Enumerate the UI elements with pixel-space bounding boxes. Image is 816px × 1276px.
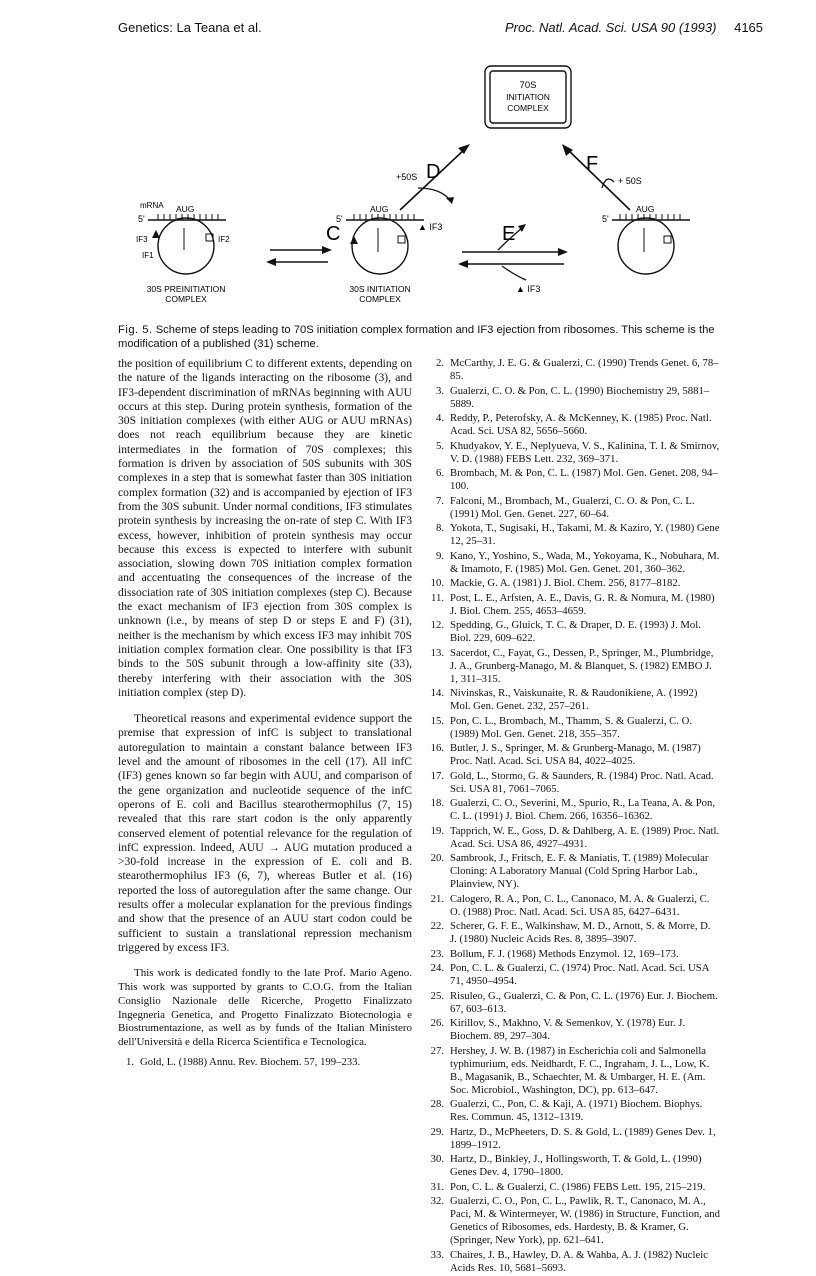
plus-50s-d: +50S: [396, 172, 418, 182]
reference-item: 6. Brombach, M. & Pon, C. L. (1987) Mol. Gen. Genet. 208, 94–100.: [435, 467, 718, 492]
mid-complex-caption-2: COMPLEX: [359, 294, 401, 304]
if3-released-bottom: ▲ IF3: [516, 284, 541, 294]
acknowledgments: This work is dedicated fondly to the late Prof. Mario Ageno. This work was supported by grants to C.O.G. from the Italian Consiglio Nazionale delle Ricerche, Progetto Finalizzato Ingegneria Genetica, and Progetto Finalizzato Biotecnologia e Biostrumentazione, as well as by funds of the Italian Ministero dell'Università e della Ricerca Scientifica e Tecnologica.: [118, 967, 412, 1049]
reference-item: 14. Nivinskas, R., Vaiskunaite, R. & Raudonikiene, A. (1992) Mol. Gen. Genet. 232, 257–261.: [430, 687, 698, 712]
svg-text:mRNA: mRNA: [140, 201, 164, 210]
box-label-70s: 70S: [519, 80, 537, 91]
svg-text:IF3: IF3: [136, 235, 148, 244]
30s-initiation-complex: [336, 204, 424, 304]
reference-item: 5. Khudyakov, Y. E., Neplyueva, V. S., Kalinina, T. I. & Smirnov, V. D. (1988) FEBS Lett. 232, 369–371.: [435, 439, 720, 465]
reference-item: 21. Calogero, R. A., Pon, C. L., Canonaco, M. A. & Gualerzi, C. O. (1988) Proc. Natl. Acad. Sci. USA 85, 6427–6431.: [430, 892, 710, 918]
references-list: [428, 357, 720, 1276]
box-label-initiation: INITIATION: [506, 92, 550, 102]
figure-caption: [118, 323, 720, 351]
reference-item: 19. Tapprich, W. E., Goss, D. & Dahlberg, A. E. (1989) Proc. Natl. Acad. Sci. USA 86, 4927–4931.: [430, 824, 720, 850]
svg-text:IF2: IF2: [218, 235, 230, 244]
step-c-label: C: [326, 223, 341, 245]
reference-item: 7. Falconi, M., Brombach, M., Gualerzi, C. O. & Pon, C. L. (1991) Mol. Gen. Genet. 227, 60–64.: [435, 494, 695, 520]
reference-item: 33. Chaires, J. B., Hawley, D. A. & Wahba, A. J. (1982) Nucleic Acids Res. 10, 5681–5693.: [430, 1248, 708, 1274]
reference-item: 22. Scherer, G. F. E., Walkinshaw, M. D., Arnott, S. & Morre, D. J. (1980) Nucleic Acids Res. 8, 3895–3907.: [430, 920, 711, 945]
reference-item: 32. Gualerzi, C. O., Pon, C. L., Pawlik, R. T., Canonaco, M. A., Paci, M. & Wintermeyer, W. (1986) in Structure, Function, and Genetics of Ribosomes, eds. Hardesty, B. & Kramer, G. (Springer, New York), pp. 621–641.: [430, 1195, 720, 1246]
reference-item: 26. Kirillov, S., Makhno, V. & Semenkov, Y. (1978) Eur. J. Biochem. 89, 297–304.: [430, 1017, 686, 1042]
30s-complex-without-if3: [602, 204, 690, 274]
reference-item: 27. Hershey, J. W. B. (1987) in Escherichia coli and Salmonella typhimurium, eds. Neidhardt, F. C., Ingraham, J. L., Low, K. B., Magasanik, B., Schaechter, M. & Umbarger, H. E. (Am. Soc. Microbiol., Washington, DC), pp. 613–647.: [430, 1044, 710, 1096]
reference-item: 3. Gualerzi, C. O. & Pon, C. L. (1990) Biochemistry 29, 5881–5889.: [435, 384, 710, 410]
figure-5-scheme: [118, 60, 718, 320]
reference-item: 24. Pon, C. L. & Gualerzi, C. (1974) Proc. Natl. Acad. Sci. USA 71, 4950–4954.: [430, 962, 709, 987]
svg-text:5': 5': [336, 214, 343, 224]
left-complex-caption-2: COMPLEX: [165, 294, 207, 304]
figure-label: Fig. 5.: [118, 324, 153, 336]
reference-item: 29. Hartz, D., McPheeters, D. S. & Gold, L. (1989) Genes Dev. 1, 1899–1912.: [430, 1125, 716, 1151]
reference-item: 1. Gold, L. (1988) Annu. Rev. Biochem. 57, 199–233.: [125, 1055, 361, 1068]
reference-item: 9. Kano, Y., Yoshino, S., Wada, M., Yokoyama, K., Nobuhara, M. & Imamoto, F. (1985) Mol. Gen. Genet. 201, 360–362.: [435, 549, 720, 575]
reference-item: 18. Gualerzi, C. O., Severini, M., Spurio, R., La Teana, A. & Pon, C. L. (1991) J. Biol. Chem. 266, 16356–16362.: [430, 797, 716, 822]
svg-text:AUG: AUG: [636, 204, 655, 214]
running-header-left: Genetics: La Teana et al.: [118, 20, 262, 35]
reference-item: 4. Reddy, P., Peterofsky, A. & McKenney, K. (1985) Proc. Natl. Acad. Sci. USA 82, 5656–5660.: [435, 412, 712, 437]
body-paragraph-1: the position of equilibrium C to different extents, depending on the nature of the ligands interacting on the ribosome (3), and IF3-dependent discrimination of mRNAs beginning with AUU occurs at this step. During protein synthesis, formation of the 30S initiation complexes (with either AUG or AUU mRNAs) does not reach equilibrium because they are kinetic intermediates in the formation of 70S complexes; this formation is driven by association of 50S subunits with 30S complexes in a step that is somewhat faster than 30S initiation complex formation (32) and is accompanied by ejection of IF3 from the 30S subunit. Under normal conditions, IF3 stimulates protein synthesis by increasing the on-rate of step C. With IF3 excess, however, inhibition of protein synthesis may occur because this excess is expected to interfere with subunit association, slowing down 70S initiation complex formation and accentuating the consequences of the increase of the dissociation rate of 30S initiation complexes (step C). Because the exact mechanism of IF3 ejection from 30S complex is unknown (i.e., by means of step D or steps E and F) (31), neither is the mechanism by which excess IF3 may inhibit 70S initiation complex formation clear. One possibility is that IF3 binds to the 50S subunit through a low-affinity site (33), thereby interfering with their association with the 30S initiation complex (step D).: [118, 357, 412, 699]
mid-complex-caption-1: 30S INITIATION: [349, 284, 411, 294]
reference-item: 13. Sacerdot, C., Fayat, G., Dessen, P., Springer, M., Plumbridge, J. A., Grunberg-Manago, M. & Blanquet, S. (1982) EMBO J. 1, 311–315.: [430, 646, 714, 685]
reference-item: 8. Yokota, T., Sugisaki, H., Takami, M. & Kaziro, Y. (1980) Gene 12, 25–31.: [435, 522, 720, 547]
plus-50s-f: + 50S: [618, 176, 642, 186]
svg-text:AUG: AUG: [370, 204, 389, 214]
if3-released-top: ▲ IF3: [418, 222, 443, 232]
reference-item: 31. Pon, C. L. & Gualerzi, C. (1986) FEBS Lett. 195, 215–219.: [430, 1180, 706, 1193]
reference-item: 11. Post, L. E., Arfsten, A. E., Davis, G. R. & Nomura, M. (1980) J. Biol. Chem. 255, 4653–4659.: [431, 591, 715, 617]
journal-citation: Proc. Natl. Acad. Sci. USA 90 (1993): [505, 20, 717, 35]
reference-item: 2. McCarthy, J. E. G. & Gualerzi, C. (1990) Trends Genet. 6, 78–85.: [435, 357, 719, 382]
reference-item: 25. Risuleo, G., Gualerzi, C. & Pon, C. L. (1976) Eur. J. Biochem. 67, 603–613.: [430, 989, 718, 1015]
reference-item: 30. Hartz, D., Binkley, J., Hollingsworth, T. & Gold, L. (1990) Genes Dev. 4, 1790–1800.: [430, 1153, 702, 1178]
reference-item: 17. Gold, L., Stormo, G. & Saunders, R. (1984) Proc. Natl. Acad. Sci. USA 81, 7061–7065.: [430, 769, 714, 795]
step-d-label: D: [426, 161, 441, 183]
reference-item: 12. Spedding, G., Gluick, T. C. & Draper, D. E. (1993) J. Mol. Biol. 229, 609–622.: [430, 619, 701, 644]
svg-text:IF1: IF1: [142, 251, 154, 260]
body-paragraph-2: Theoretical reasons and experimental evidence support the premise that expression of infC is subject to translational autoregulation to maintain a constant balance between IF3 level and the amount of ribosomes in the cell (17). All infC (IF3) genes known so far begin with AUU, and comparison of the gene organization and nucleotide sequence of the infC operons of E. coli and Bacillus stearothermophilus (7, 15) revealed that this rare start codon is the only apparently conserved element of potential relevance for the regulation of infC expression. Indeed, AUU → AUG mutation produced a >30-fold increase in the expression of E. coli and B. stearothermophilus IF3 (6, 7), whereas Butler et al. (16) reported the loss of autoregulation after the same change. Our results offer a molecular explanation for the previous findings and show that the presence of an AUU start codon could be sufficient to sustain a translational repression mechanism triggered by excess IF3.: [118, 712, 412, 954]
reference-item: 20. Sambrook, J., Fritsch, E. F. & Maniatis, T. (1989) Molecular Cloning: A Laboratory Manual (Cold Spring Harbor Lab., Plainview, NY).: [430, 852, 709, 890]
svg-text:AUG: AUG: [176, 204, 195, 214]
reference-item: 15. Pon, C. L., Brombach, M., Thamm, S. & Gualerzi, C. O. (1989) Mol. Gen. Genet. 218, 355–357.: [430, 714, 693, 740]
30s-preinitiation-complex: [136, 201, 230, 304]
reference-item: 16. Butler, J. S., Springer, M. & Grunberg-Manago, M. (1987) Proc. Natl. Acad. Sci. USA 84, 4022–4025.: [430, 742, 701, 767]
reference-item: 23. Bollum, F. J. (1968) Methods Enzymol. 12, 169–173.: [430, 947, 679, 960]
left-column: [118, 357, 412, 1070]
figure-caption-text: Scheme of steps leading to 70S initiation complex formation and IF3 ejection from ribosomes. This scheme is the modification of a published (31) scheme.: [118, 324, 715, 350]
left-complex-caption-1: 30S PREINITIATION: [146, 284, 226, 294]
svg-text:5': 5': [602, 214, 609, 224]
reference-item: 28. Gualerzi, C., Pon, C. & Kaji, A. (1971) Biochem. Biophys. Res. Commun. 45, 1312–1319.: [430, 1098, 703, 1123]
box-label-complex: COMPLEX: [507, 103, 549, 113]
step-e-label: E: [502, 223, 516, 245]
svg-text:5': 5': [138, 214, 145, 224]
reference-item: 10. Mackie, G. A. (1981) J. Biol. Chem. 256, 8177–8182.: [430, 577, 681, 589]
step-f-label: F: [586, 153, 599, 175]
page-number: 4165: [734, 20, 764, 35]
running-header-right: [505, 20, 763, 35]
